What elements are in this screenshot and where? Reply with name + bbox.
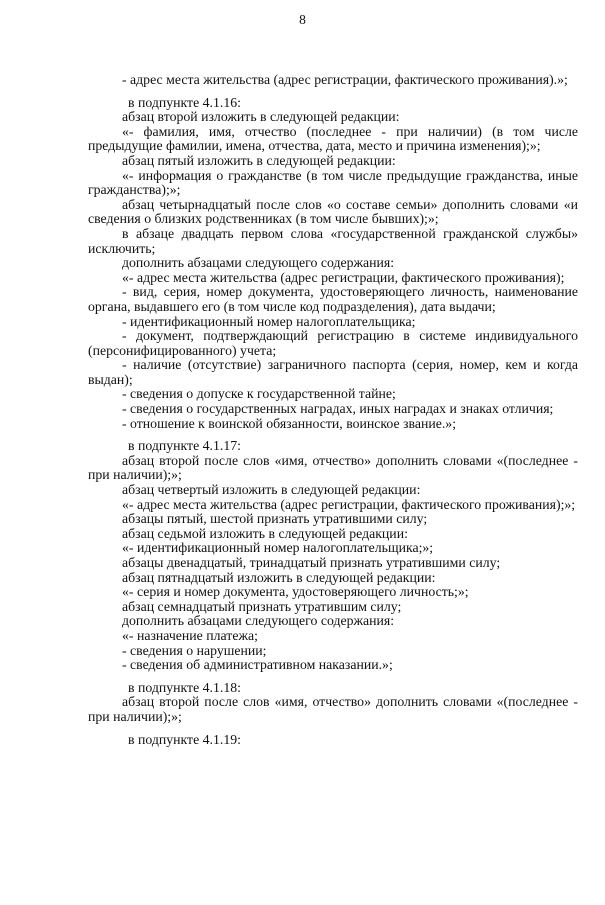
paragraph: абзац четвертый изложить в следующей редакции: — [122, 482, 421, 498]
paragraph: абзац второй изложить в следующей редакции: — [122, 109, 400, 125]
paragraph: абзац седьмой изложить в следующей редакции: — [122, 525, 408, 541]
page-number: 8 — [299, 12, 306, 27]
subpoint-heading: в подпункте 4.1.17: — [128, 438, 241, 454]
paragraph: - сведения об административном наказании.»; — [122, 657, 393, 673]
paragraph: «- серия и номер документа, удостоверяющего личность;»; — [122, 584, 469, 600]
paragraph: абзац четырнадцатый после слов «о составе семьи» дополнить словами «и сведения о близких родственниках (в том числе бывших);»; — [88, 196, 578, 227]
paragraph: абзац второй после слов «имя, отчество» дополнить словами «(последнее - при наличии);»; — [88, 452, 578, 483]
paragraph: - вид, серия, номер документа, удостоверяющего личность, наименование органа, выдавшего его (в том числе код подразделения), дата выдачи; — [88, 284, 578, 314]
paragraph: - документ, подтверждающий регистрацию в системе индивидуального (персонифицированного) учета; — [88, 328, 578, 358]
paragraph: - сведения о государственных наградах, иных наградах и знаках отличия; — [122, 401, 554, 417]
subpoint-heading: в подпункте 4.1.19: — [128, 731, 241, 747]
paragraph: - адрес места жительства (адрес регистрации, фактического проживания).»; — [122, 72, 568, 87]
document-body — [88, 73, 578, 747]
subpoint-heading: в подпункте 4.1.16: — [128, 94, 241, 110]
paragraph: - сведения о нарушении; — [122, 642, 267, 658]
paragraph: абзацы пятый, шестой признать утратившими силу; — [122, 511, 428, 527]
paragraph: - сведения о допуске к государственной тайне; — [122, 386, 396, 402]
paragraph: «- идентификационный номер налогоплательщика;»; — [122, 540, 434, 556]
paragraph: дополнить абзацами следующего содержания: — [122, 255, 395, 271]
paragraph: - идентификационный номер налогоплательщика; — [122, 313, 416, 329]
paragraph: абзацы двенадцатый, тринадцатый признать утратившими силу; — [122, 555, 501, 570]
paragraph: «- адрес места жительства (адрес регистрации, фактического проживания); — [122, 269, 565, 285]
paragraph: абзац семнадцатый признать утратившим силу; — [122, 598, 402, 614]
paragraph: «- адрес места жительства (адрес регистрации, фактического проживания);»; — [122, 496, 576, 512]
paragraph: «- информация о гражданстве (в том числе предыдущие гражданства, иные гражданства);»; — [88, 167, 578, 198]
paragraph: «- назначение платежа; — [122, 627, 258, 643]
paragraph: абзац второй после слов «имя, отчество» дополнить словами «(последнее - при наличии);»; — [88, 694, 578, 724]
paragraph: - отношение к воинской обязанности, воинское звание.»; — [122, 415, 457, 431]
paragraph: абзац пятый изложить в следующей редакции: — [122, 152, 396, 168]
subpoint-heading: в подпункте 4.1.18: — [128, 679, 241, 695]
paragraph: - наличие (отсутствие) заграничного паспорта (серия, номер, кем и когда выдан); — [88, 357, 578, 387]
paragraph: дополнить абзацами следующего содержания: — [122, 613, 395, 629]
paragraph: «- фамилия, имя, отчество (последнее - при наличии) (в том числе предыдущие фамилии, имена, отчества, дата, место и причина изменения);»; — [88, 123, 578, 154]
paragraph: в абзаце двадцать первом слова «государственной гражданской службы» исключить; — [88, 225, 578, 256]
paragraph: абзац пятнадцатый изложить в следующей редакции: — [122, 569, 436, 585]
